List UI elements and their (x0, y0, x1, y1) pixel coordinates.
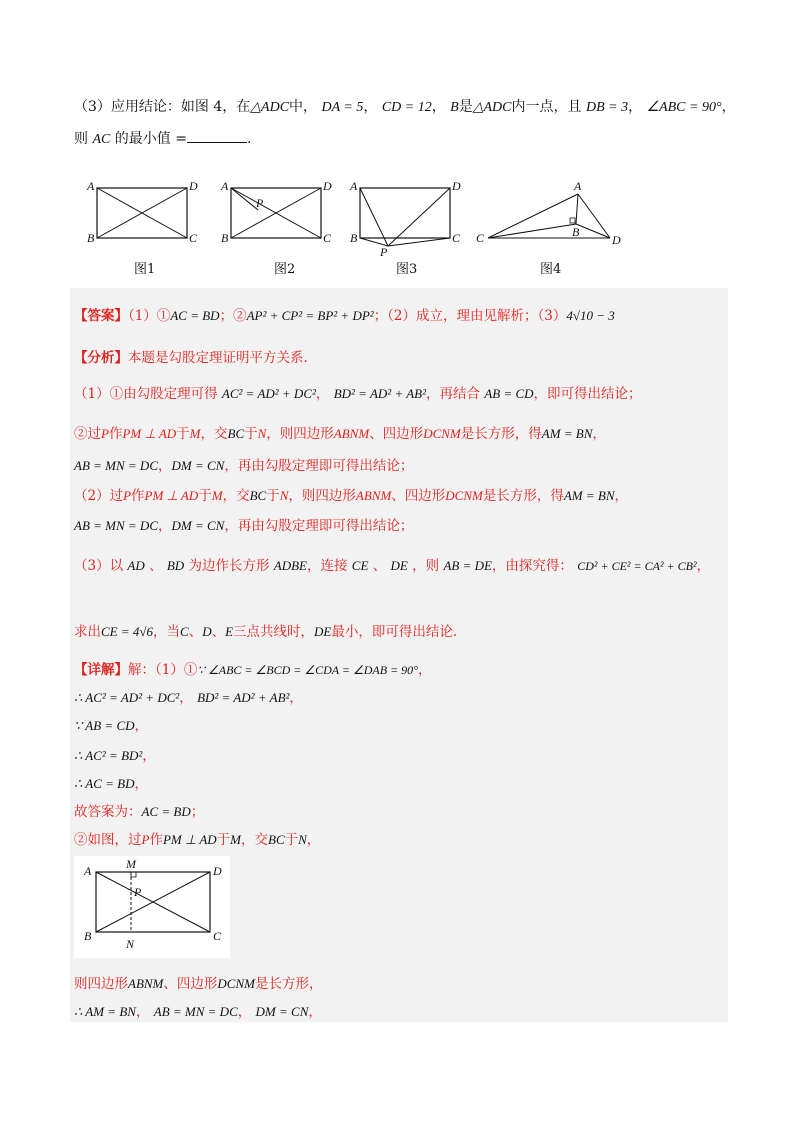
label-C: C (323, 231, 332, 245)
math: CD = 12 (381, 100, 432, 115)
answer-block (70, 288, 728, 1022)
detail-line-8: ∴ AM = BN， AB = MN = DC， DM = CN， (74, 1004, 322, 1020)
label-C: C (476, 231, 485, 245)
math: ∠ABC = 90° (646, 100, 722, 115)
caption-2: 图2 (274, 262, 296, 277)
analysis-title (74, 346, 308, 366)
math: △ADC (250, 100, 290, 115)
math: DA = 5 (321, 100, 364, 115)
text: ， (721, 99, 736, 115)
detail-line-4: ∴ AC = BD， (74, 776, 148, 792)
text: 中， (289, 99, 318, 115)
label-B: B (572, 225, 580, 239)
detail-figure (74, 856, 230, 958)
label-D: D (189, 179, 198, 193)
math: AC (92, 132, 111, 147)
label-B: B (350, 231, 358, 245)
figure-4 (470, 176, 630, 252)
analysis-line-1: （1）①由勾股定理可得 AC² = AD² + DC²， BD² = AD² + AB²，再结合 AB = CD，即可得出结论； (74, 386, 642, 402)
label-B: B (84, 929, 92, 943)
text: ， (363, 99, 378, 115)
label-M: M (126, 857, 136, 871)
text: ；（2）成立，理由见解析；（3） (373, 308, 567, 324)
caption-3: 图3 (396, 262, 418, 277)
label-C: C (189, 231, 198, 245)
math: DB = 3 (585, 100, 629, 115)
detail-line-0: 【详解】解：（1）①∵ ∠ABC = ∠BCD = ∠CDA = ∠DAB = 90°， (74, 662, 432, 678)
detail-line-5: 故答案为：AC = BD； (74, 804, 205, 820)
label-C: C (213, 929, 222, 943)
label-D: D (323, 179, 332, 193)
detail-line-2: ∵ AB = CD， (74, 718, 148, 734)
figure-1 (80, 176, 200, 252)
label-N: N (126, 937, 135, 951)
answer-blank (187, 130, 247, 143)
analysis-line-6: （3）以 AD 、 BD 为边作长方形 ADBE，连接 CE 、 DE ，则 AB = DE，由探究得： CD² + CE² = CA² + CB²， (74, 558, 711, 574)
detail-line-3: ∴ AC² = BD²， (74, 748, 156, 764)
analysis-line-2: ②过P作PM ⊥ AD于M，交BC于N，则四边形ABNM、四边形DCNM是长方形，得AM = BN， (74, 426, 606, 442)
math: 4√10 − 3 (566, 308, 615, 323)
analysis-line-7: 求出CE = 4√6，当C、D、E三点共线时，DE最小，即可得出结论. (74, 624, 458, 640)
label-D: D (213, 864, 222, 878)
question-line-1 (74, 96, 736, 116)
rectangle-figure (74, 856, 230, 958)
label-C: C (452, 231, 461, 245)
math: AC = BD (170, 308, 220, 323)
text: 是 (458, 99, 473, 115)
detail-line-1: ∴ AC² = AD² + DC²， BD² = AD² + AB²， (74, 690, 303, 706)
text: ， (628, 99, 643, 115)
label-A: A (574, 179, 582, 193)
text: ；② (219, 308, 247, 324)
detail-line-7: 则四边形ABNM、四边形DCNM是长方形， (74, 976, 323, 992)
figure-3 (344, 176, 474, 256)
text: 本题是勾股定理证明平方关系. (128, 350, 308, 366)
caption-4: 图4 (540, 262, 562, 277)
answer-tag: 【答案】 (74, 308, 128, 324)
detail-line-6: ②如图，过P作PM ⊥ AD于M，交BC于N， (74, 832, 321, 848)
math: B (450, 100, 459, 115)
figures-row (80, 176, 640, 276)
question-line-2 (74, 128, 251, 148)
label-A: A (84, 864, 92, 878)
text: 的最小值 = (114, 131, 187, 147)
label-P: P (380, 245, 388, 256)
text: 内一点，且 (511, 99, 582, 115)
math: △ADC (472, 100, 512, 115)
text: ， (431, 99, 446, 115)
figure-2 (212, 176, 342, 252)
label-A: A (87, 179, 95, 193)
analysis-tag: 【分析】 (74, 350, 128, 366)
label-D: D (612, 233, 621, 247)
label-P: P (256, 196, 264, 210)
label-B: B (221, 231, 229, 245)
label-A: A (350, 179, 358, 193)
label-D: D (452, 179, 461, 193)
text: （3）应用结论：如图 4，在 (74, 99, 251, 115)
label-A: A (221, 179, 229, 193)
analysis-line-4: （2）过P作PM ⊥ AD于M，交BC于N，则四边形ABNM、四边形DCNM是长方形，得AM = BN， (74, 488, 628, 504)
text: （1）① (128, 308, 171, 324)
detail-tag: 【详解】 (74, 662, 128, 678)
analysis-line-3: AB = MN = DC，DM = CN，再由勾股定理即可得出结论； (74, 458, 414, 474)
answer-line (74, 304, 615, 324)
analysis-line-5: AB = MN = DC，DM = CN，再由勾股定理即可得出结论； (74, 518, 414, 534)
text: 则 (74, 131, 88, 147)
text: . (246, 131, 252, 147)
label-P: P (134, 885, 142, 899)
math: AP² + CP² = BP² + DP² (246, 308, 374, 323)
caption-1: 图1 (134, 262, 156, 277)
label-B: B (87, 231, 95, 245)
